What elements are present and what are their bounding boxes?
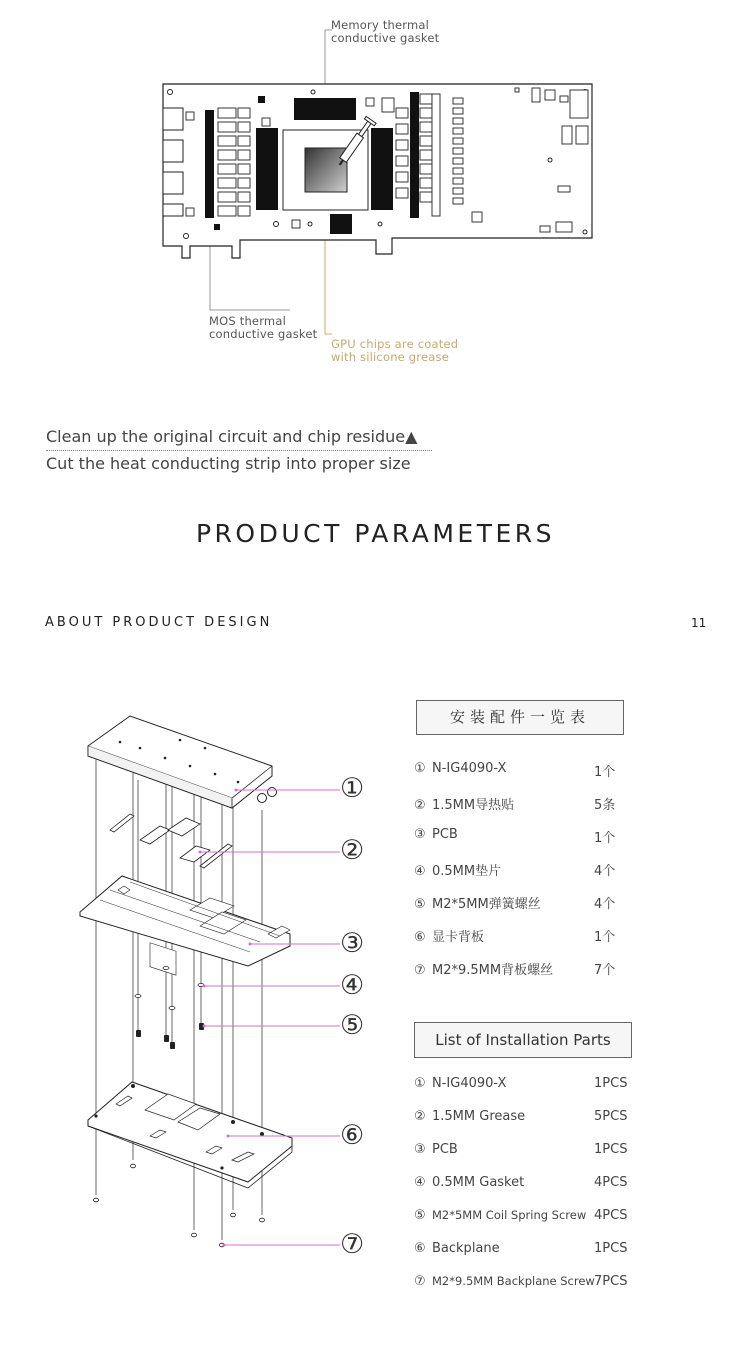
- item-qty: 7个: [594, 963, 616, 978]
- item-qty: 5PCS: [594, 1109, 628, 1124]
- item-name: N-IG4090-X: [432, 761, 507, 776]
- item-qty: 4个: [594, 864, 616, 879]
- item-number: ⑦: [414, 1274, 426, 1289]
- item-number: ⑥: [414, 1241, 426, 1256]
- item-number: ③: [414, 827, 426, 842]
- parts-en-row-2: [414, 1109, 654, 1124]
- parts-en-row-6: [414, 1241, 654, 1256]
- item-name: Backplane: [432, 1241, 500, 1256]
- section-title: ABOUT PRODUCT DESIGN: [45, 615, 273, 630]
- instruction-line-1: Clean up the original circuit and chip residue▲: [46, 427, 418, 446]
- memory-pad-callout: Memory thermal conductive gasket: [331, 18, 440, 45]
- item-name: 1.5MM Grease: [432, 1109, 526, 1124]
- item-number: ②: [414, 1109, 426, 1124]
- item-qty: 1个: [594, 930, 616, 945]
- item-name: PCB: [432, 827, 458, 842]
- item-name: M2*9.5MM背板螺丝: [432, 963, 554, 978]
- instruction-divider: [46, 450, 432, 451]
- item-name: 0.5MM垫片: [432, 864, 502, 879]
- item-qty: 1PCS: [594, 1241, 628, 1256]
- item-number: ⑤: [414, 1208, 426, 1223]
- page-heading: PRODUCT PARAMETERS: [195, 519, 556, 548]
- gpu-grease-callout: GPU chips are coated with silicone grease: [331, 337, 459, 364]
- item-number: ③: [414, 1142, 426, 1157]
- item-name: 0.5MM Gasket: [432, 1175, 525, 1190]
- marker-7: ⑦: [340, 1229, 365, 1260]
- parts-cn-row-4: [414, 860, 654, 879]
- item-number: ⑤: [414, 897, 426, 912]
- item-name: 1.5MM导热贴: [432, 798, 515, 813]
- parts-list-en-title: List of Installation Parts: [414, 1022, 632, 1058]
- item-name: M2*5MM弹簧螺丝: [432, 897, 541, 912]
- parts-cn-row-3: [414, 827, 654, 846]
- pcb-diagram: [0, 0, 751, 370]
- item-qty: 1个: [594, 765, 616, 780]
- item-qty: 1PCS: [594, 1142, 628, 1157]
- parts-en-row-5: [414, 1208, 654, 1223]
- item-qty: 4PCS: [594, 1208, 628, 1223]
- item-qty: 4PCS: [594, 1175, 628, 1190]
- item-number: ①: [414, 761, 426, 776]
- parts-cn-row-2: [414, 794, 654, 813]
- item-name: 显卡背板: [432, 930, 485, 945]
- item-name: M2*9.5MM Backplane Screw: [432, 1274, 595, 1288]
- marker-5: ⑤: [340, 1010, 365, 1041]
- item-name: M2*5MM Coil Spring Screw: [432, 1208, 587, 1222]
- marker-2: ②: [340, 835, 365, 866]
- mos-pad-callout: MOS thermal conductive gasket: [209, 314, 318, 341]
- parts-cn-row-7: [414, 959, 654, 978]
- parts-cn-row-1: [414, 761, 654, 780]
- item-qty: 1个: [594, 831, 616, 846]
- item-name: PCB: [432, 1142, 458, 1157]
- item-qty: 1PCS: [594, 1076, 628, 1091]
- item-number: ②: [414, 798, 426, 813]
- item-qty: 4个: [594, 897, 616, 912]
- marker-4: ④: [340, 970, 365, 1001]
- parts-list-cn-title: 安装配件一览表: [416, 700, 624, 735]
- parts-en-row-4: [414, 1175, 654, 1190]
- marker-1: ①: [340, 773, 365, 804]
- item-number: ④: [414, 864, 426, 879]
- item-number: ⑥: [414, 930, 426, 945]
- item-number: ④: [414, 1175, 426, 1190]
- parts-en-row-1: [414, 1076, 654, 1091]
- parts-cn-row-5: [414, 893, 654, 912]
- item-name: N-IG4090-X: [432, 1076, 507, 1091]
- marker-6: ⑥: [340, 1120, 365, 1151]
- item-number: ⑦: [414, 963, 426, 978]
- parts-en-row-7: [414, 1274, 654, 1289]
- item-qty: 7PCS: [594, 1274, 628, 1289]
- parts-cn-row-6: [414, 926, 654, 945]
- instruction-line-2: Cut the heat conducting strip into proper size: [46, 454, 411, 473]
- parts-en-row-3: [414, 1142, 654, 1157]
- marker-3: ③: [340, 928, 365, 959]
- item-qty: 5条: [594, 798, 616, 813]
- item-number: ①: [414, 1076, 426, 1091]
- page-number: 11: [691, 616, 707, 630]
